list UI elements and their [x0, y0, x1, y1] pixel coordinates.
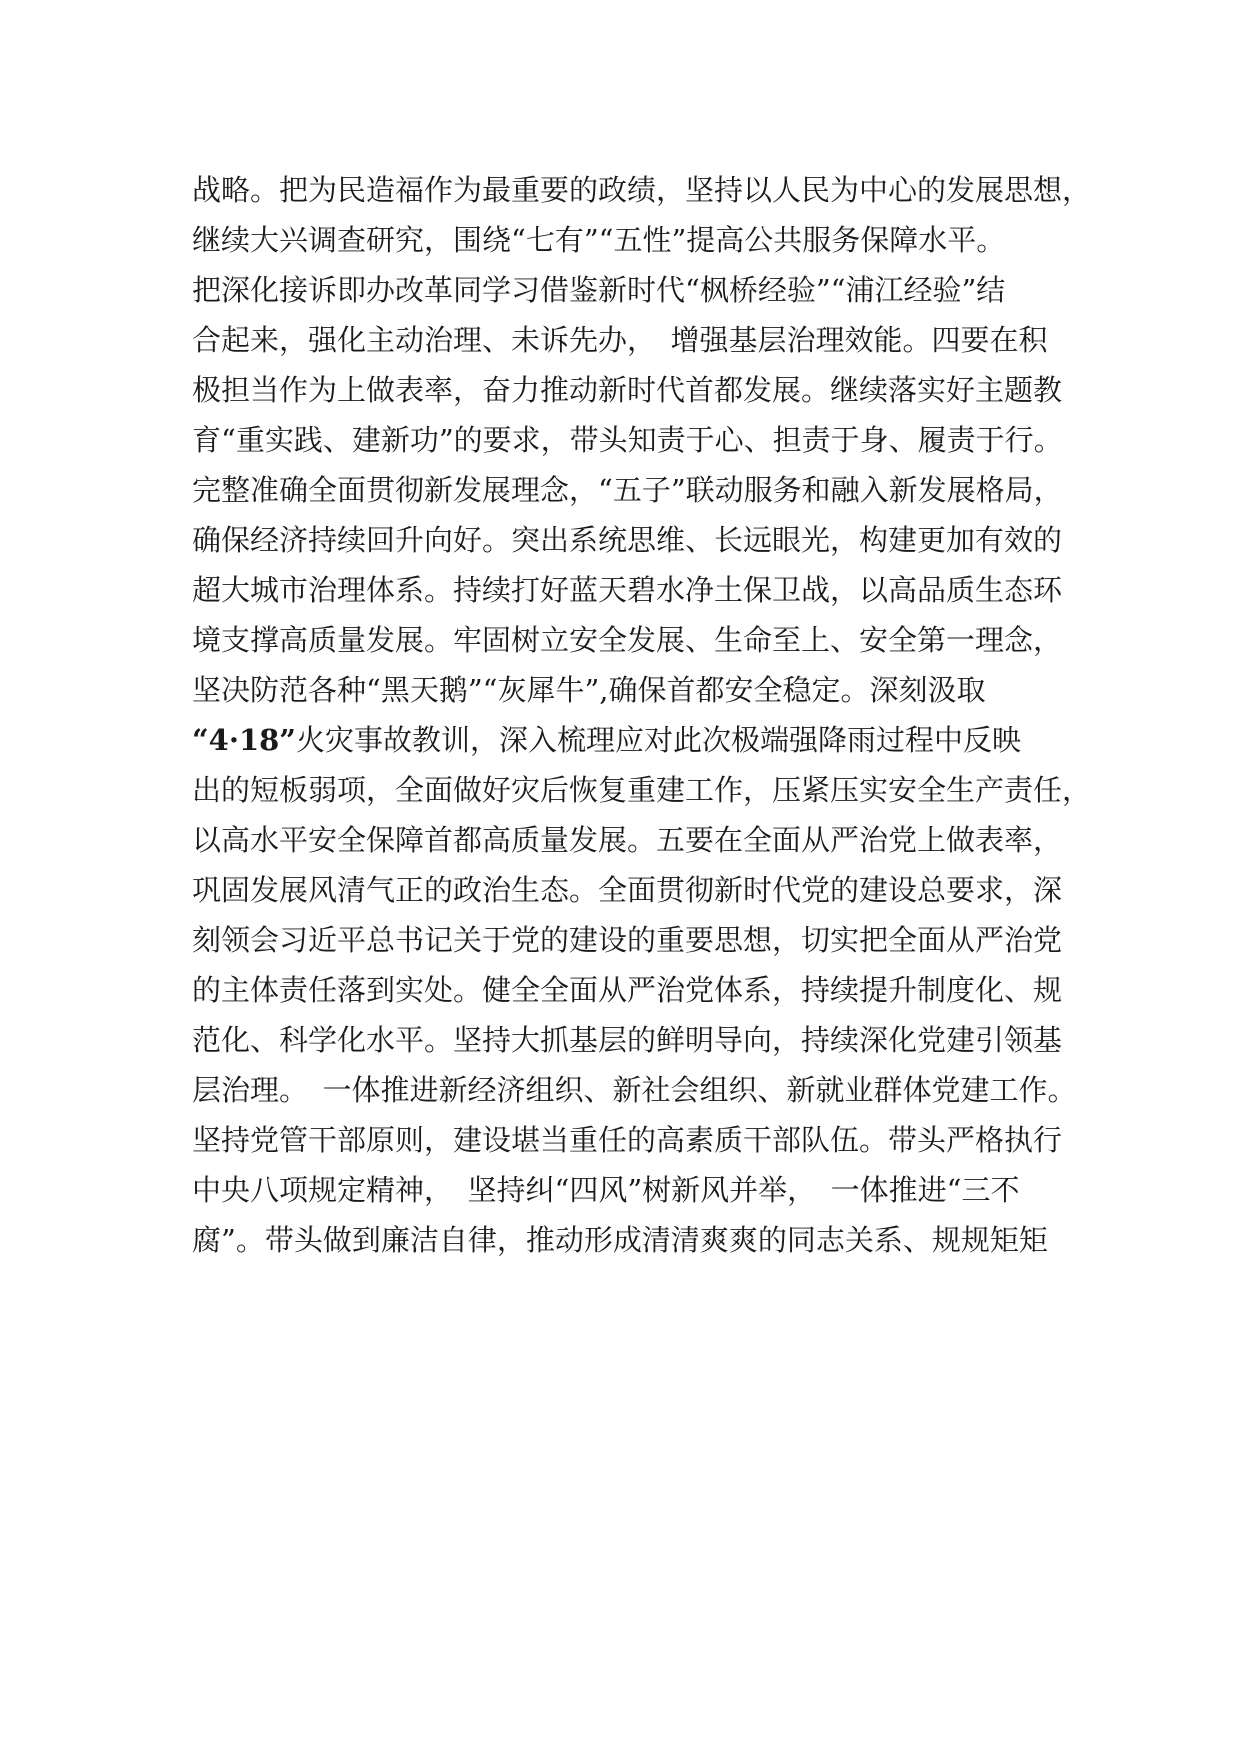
text-line: 坚持党管干部原则，建设堪当重任的高素质干部队伍。带头严格执行: [192, 1123, 1063, 1157]
text-line: 战略。把为民造福作为最重要的政绩，坚持以人民为中心的发展思想，: [192, 173, 1092, 207]
text-line: 刻领会习近平总书记关于党的建设的重要思想，切实把全面从严治党: [192, 923, 1063, 957]
text-line: 中央八项规定精神， 坚持纠“四风”树新风并举， 一体推进“三不: [192, 1173, 1020, 1207]
text-line: 把深化接诉即办改革同学习借鉴新时代“枫桥经验”“浦江经验”结: [192, 273, 1006, 307]
text-line: 超大城市治理体系。持续打好蓝天碧水净土保卫战，以高品质生态环: [192, 573, 1063, 607]
text-line: 层治理。 一体推进新经济组织、新社会组织、新就业群体党建工作。: [192, 1073, 1077, 1107]
text-line: 育“重实践、建新功”的要求，带头知责于心、担责于身、履责于行。: [192, 423, 1063, 457]
body-paragraph: [192, 165, 1092, 1265]
text-line: 极担当作为上做表率，奋力推动新时代首都发展。继续落实好主题教: [192, 373, 1063, 407]
text-line: 的主体责任落到实处。健全全面从严治党体系，持续提升制度化、规: [192, 973, 1063, 1007]
text-line: 境支撑高质量发展。牢固树立安全发展、生命至上、安全第一理念，: [192, 623, 1063, 657]
text-line-remainder: 火灾事故教训，深入梳理应对此次极端强降雨过程中反映: [296, 723, 1022, 757]
text-line: 以高水平安全保障首都高质量发展。五要在全面从严治党上做表率，: [192, 823, 1063, 857]
text-line: 确保经济持续回升向好。突出系统思维、长远眼光，构建更加有效的: [192, 523, 1063, 557]
text-line: [192, 715, 1062, 765]
text-line: 坚决防范各种“黑天鹅”“灰犀牛”,确保首都安全稳定。深刻汲取: [192, 673, 986, 707]
text-line: 范化、科学化水平。坚持大抓基层的鲜明导向，持续深化党建引领基: [192, 1023, 1063, 1057]
text-line: 腐”。带头做到廉洁自律，推动形成清清爽爽的同志关系、规规矩矩: [192, 1223, 1048, 1257]
text-line: 合起来，强化主动治理、未诉先办， 增强基层治理效能。四要在积: [192, 323, 1048, 357]
incident-date-bold: “4·18”: [192, 723, 296, 757]
text-line: 继续大兴调查研究，围绕“七有”“五性”提高公共服务保障水平。: [192, 223, 1006, 257]
text-line: 巩固发展风清气正的政治生态。全面贯彻新时代党的建设总要求，深: [192, 873, 1063, 907]
text-line: 出的短板弱项，全面做好灾后恢复重建工作，压紧压实安全生产责任，: [192, 773, 1092, 807]
text-line: 完整准确全面贯彻新发展理念，“五子”联动服务和融入新发展格局，: [192, 473, 1063, 507]
